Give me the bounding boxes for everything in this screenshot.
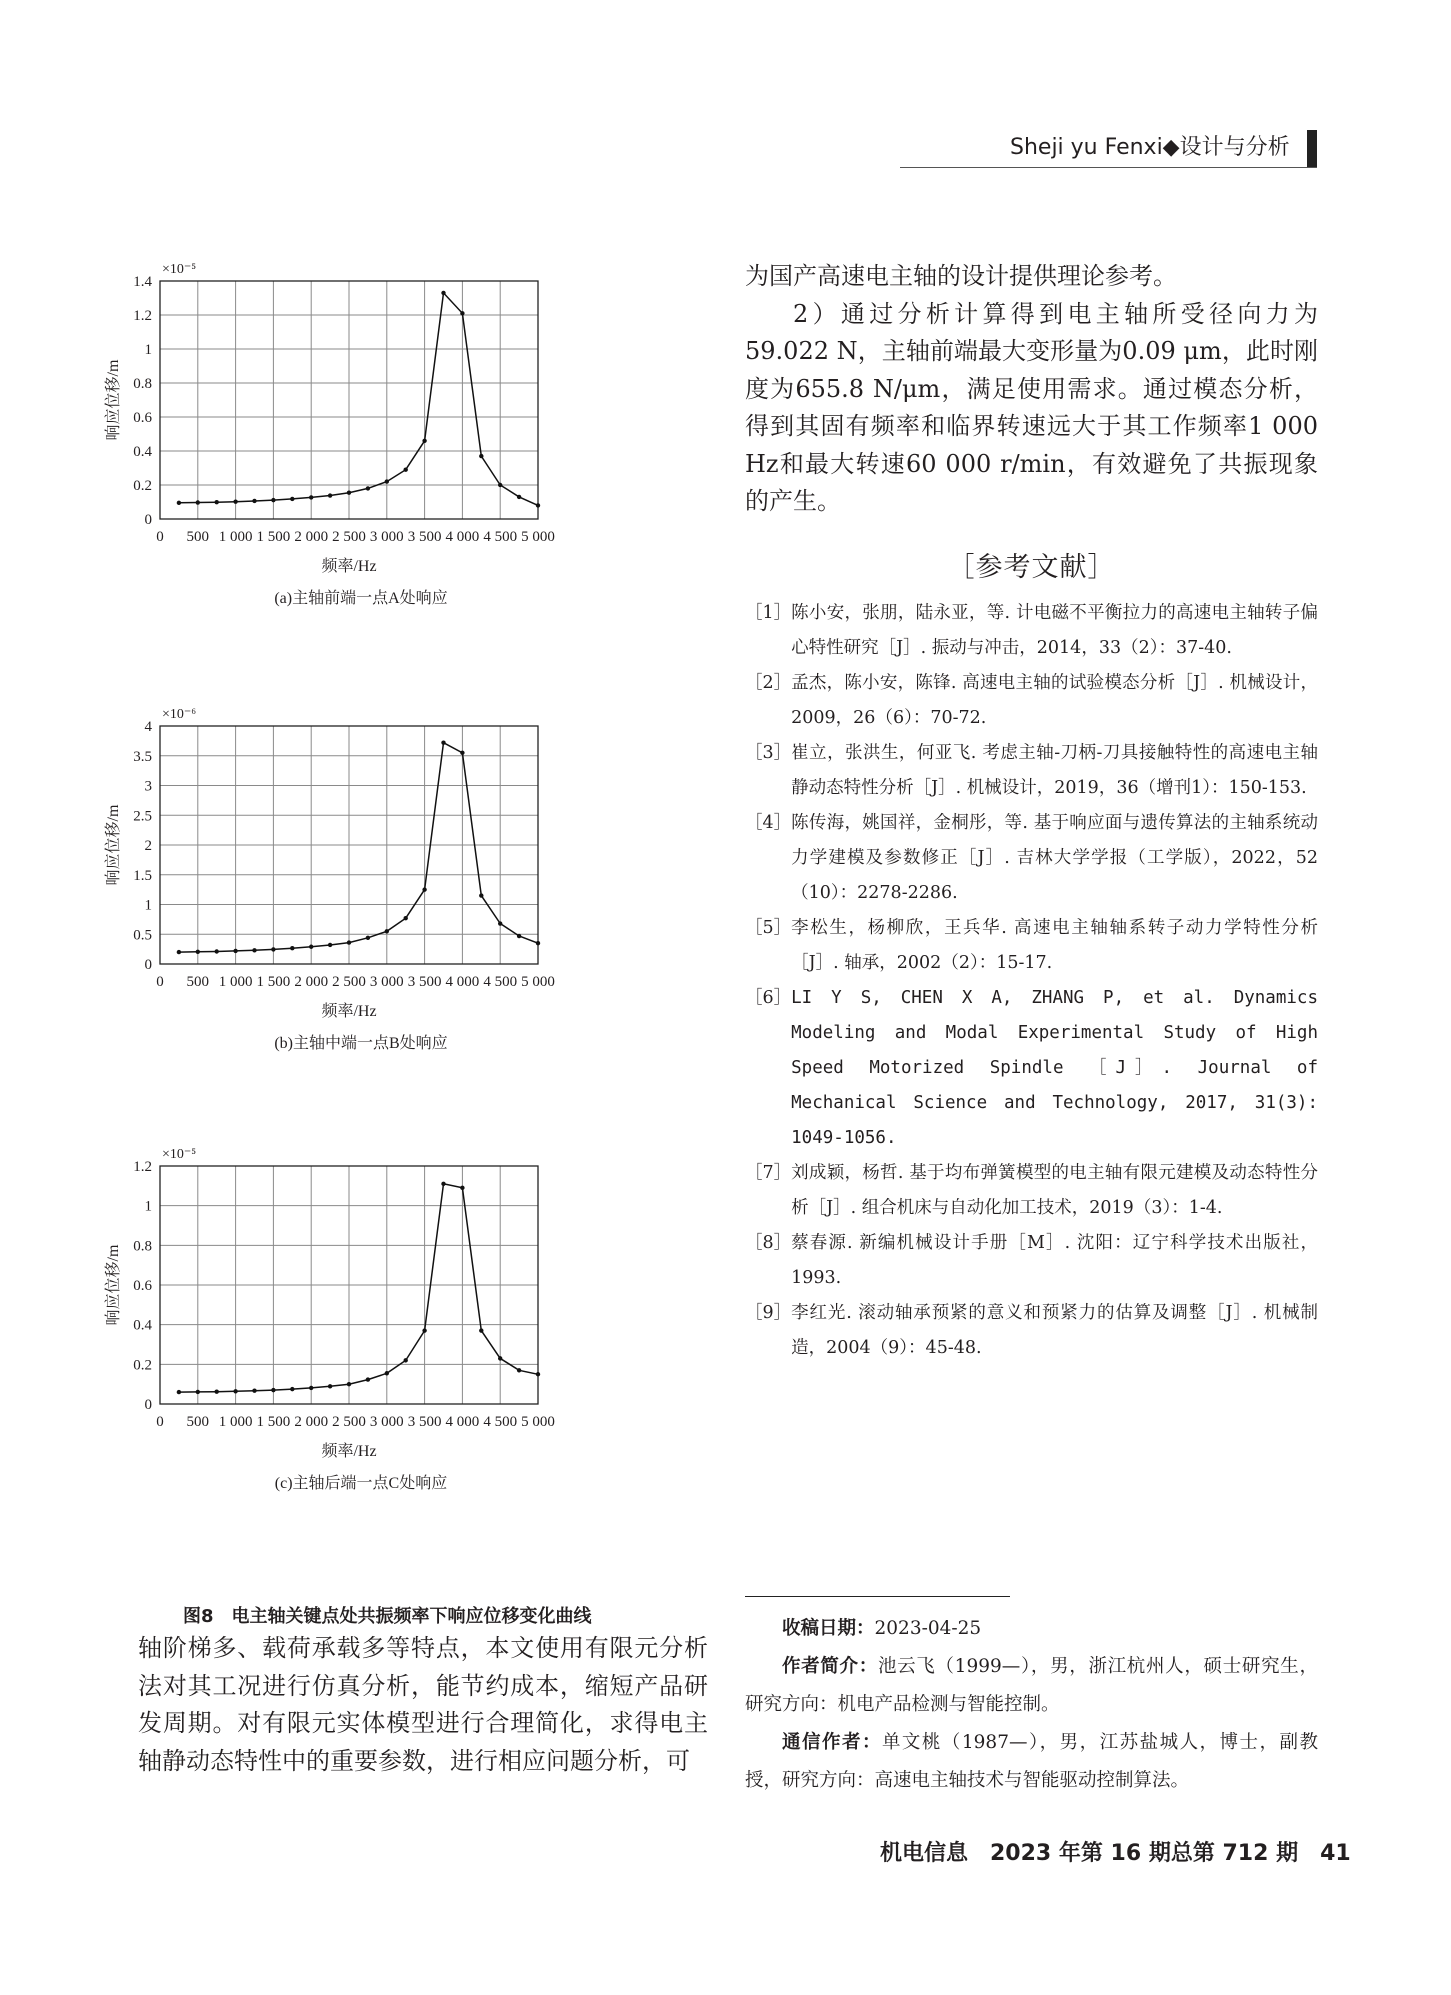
y-tick-label: 2.5 [133,808,152,825]
corresponding-value: 单文桃（1987—），男，江苏盐城人，博士，副教授，研究方向：高速电主轴技术与智能驱动控制算法。 [745,1732,1318,1791]
reference-text: 陈传海，姚国祥，金桐彤，等. 基于响应面与遗传算法的主轴系统动力学建模及参数修正［J］. 吉林大学学报（工学版），2022，52（10）：2278-2286. [791,812,1318,903]
y-tick-label: 2 [144,838,152,854]
y-tick-label: 0.6 [133,410,152,426]
reference-text: 刘成颖，杨哲. 基于均布弹簧模型的电主轴有限元建模及动态特性分析［J］. 组合机床与自动化加工技术，2019（3）：1-4. [791,1162,1318,1218]
y-tick-label: 0.8 [133,1238,152,1255]
received-label: 收稿日期： [782,1618,875,1639]
header-marker-bar [1307,130,1317,167]
data-point [441,1182,445,1186]
reference-text: 蔡春源. 新编机械设计手册［M］. 沈阳：辽宁科学技术出版社，1993. [791,1232,1318,1288]
y-tick-label: 0 [144,957,152,973]
conclusion-paragraph-2: 2）通过分析计算得到电主轴所受径向力为59.022 N，主轴前端最大变形量为0.09 μm，此时刚度为655.8 N/μm，满足使用需求。通过模态分析，得到其固有频率和临界转速远大于其工作频率1 000 Hz和最大转速60 000 r/min，有效避免了共振现象的产生。 [745,299,1318,515]
data-point [347,940,351,944]
data-point [404,1358,408,1362]
x-tick-label: 2 000 [294,974,329,990]
series-line [179,1184,538,1392]
reference-number: ［6］ [745,987,792,1008]
y-tick-label: 1.2 [133,1159,152,1175]
right-column [745,258,1318,1366]
x-tick-label: 3 500 [407,1414,442,1430]
y-exponent-label: ×10⁻⁵ [162,1147,197,1162]
x-tick-label: 4 000 [445,529,480,545]
data-point [177,950,181,954]
data-point [536,1372,540,1376]
reference-item [745,1296,1318,1366]
x-tick-label: 500 [186,529,210,545]
x-tick-label: 1 000 [218,1414,253,1430]
data-point [177,1390,181,1394]
data-point [215,1390,219,1394]
reference-text: 李松生，杨柳欣，王兵华. 高速电主轴轴系转子动力学特性分析［J］. 轴承，2002（2）：15-17. [791,917,1318,973]
left-body-text: 轴阶梯多、载荷承载多等特点，本文使用有限元分析法对其工况进行仿真分析，能节约成本，缩短产品研发周期。对有限元实体模型进行合理简化，求得电主轴静动态特性中的重要参数，进行相应问题分析，可 [138,1634,708,1775]
data-point [517,495,521,499]
reference-text: 李红光. 滚动轴承预紧的意义和预紧力的估算及调整［J］. 机械制造，2004（9）：45-48. [791,1302,1318,1358]
reference-item [745,806,1318,911]
y-tick-label: 0.4 [133,444,152,460]
reference-number: ［9］ [745,1302,792,1323]
references-list [745,596,1318,1366]
y-tick-label: 3 [144,778,152,795]
x-tick-label: 4 500 [483,974,518,990]
y-tick-label: 1 [144,897,152,914]
x-tick-label: 0 [156,529,164,545]
data-point [404,468,408,472]
data-point [385,1371,389,1375]
y-tick-label: 1.5 [133,867,152,884]
data-point [215,949,219,953]
y-tick-label: 3.5 [133,748,152,765]
chart-subtitle: (b)主轴中端一点B处响应 [274,1035,448,1052]
data-point [271,947,275,951]
x-tick-label: 2 500 [332,529,366,545]
data-point [233,949,237,953]
data-point [309,945,313,949]
series-line [179,743,538,952]
data-point [460,751,464,755]
data-point [252,499,256,503]
data-point [498,1356,502,1360]
data-point [196,1390,200,1394]
y-tick-label: 0.2 [133,478,152,494]
data-point [385,479,389,483]
data-point [328,1384,332,1388]
x-tick-label: 4 000 [445,974,480,990]
x-tick-label: 5 000 [521,974,555,990]
data-point [215,500,219,504]
data-point [536,941,540,945]
y-tick-label: 0.8 [133,376,152,392]
x-tick-label: 1 500 [256,529,291,545]
data-point [252,1389,256,1393]
y-tick-label: 0.6 [133,1278,152,1294]
data-point [517,1368,521,1372]
data-point [233,499,237,503]
x-tick-label: 2 000 [294,1414,329,1430]
data-point [309,495,313,499]
reference-item [745,666,1318,736]
data-point [290,497,294,501]
data-point [366,486,370,490]
data-point [385,929,389,933]
data-point [441,291,445,295]
data-point [479,454,483,458]
corresponding-label: 通信作者： [782,1732,882,1753]
data-point [271,498,275,502]
x-tick-label: 4 500 [483,529,518,545]
chart-subtitle: (c)主轴后端一点C处响应 [274,1475,448,1492]
data-point [517,934,521,938]
y-exponent-label: ×10⁻⁶ [162,707,197,722]
y-tick-label: 1.4 [133,274,152,290]
reference-number: ［2］ [745,672,792,693]
x-tick-label: 3 500 [407,974,442,990]
data-point [498,921,502,925]
data-point [498,483,502,487]
data-point [536,503,540,507]
chart-b [105,700,730,1115]
x-tick-label: 3 500 [407,529,442,545]
x-tick-label: 3 000 [369,974,404,990]
received-date [745,1610,1318,1648]
data-point [479,1328,483,1332]
page-footer: 机电信息 2023 年第 16 期总第 712 期 41 [880,1841,1351,1866]
reference-text: 崔立，张洪生，何亚飞. 考虑主轴-刀柄-刀具接触特性的高速电主轴静动态特性分析［J］. 机械设计，2019，36（增刊1）：150-153. [791,742,1318,798]
figure-caption: 图8 电主轴关键点处共振频率下响应位移变化曲线 [183,1606,592,1627]
data-point [290,946,294,950]
article-notes [745,1610,1318,1800]
y-tick-label: 1.2 [133,308,152,324]
x-tick-label: 5 000 [521,529,555,545]
x-tick-label: 1 500 [256,1414,291,1430]
data-point [422,439,426,443]
y-axis-label: 响应位移/m [105,1244,122,1326]
reference-number: ［3］ [745,742,792,763]
x-tick-label: 1 000 [218,974,253,990]
data-point [328,943,332,947]
x-axis-label: 频率/Hz [321,558,377,575]
data-point [460,311,464,315]
references-title: ［参考文献］ [947,551,1116,583]
x-tick-label: 3 000 [369,529,404,545]
data-point [196,500,200,504]
x-tick-label: 2 500 [332,1414,366,1430]
reference-text: 陈小安，张朋，陆永亚，等. 计电磁不平衡拉力的高速电主轴转子偏心特性研究［J］. 振动与冲击，2014，33（2）：37-40. [791,602,1318,658]
data-point [460,1186,464,1190]
chart-group [104,707,555,1052]
y-tick-label: 4 [144,719,152,735]
received-value: 2023-04-25 [874,1618,982,1639]
series-line [179,293,538,506]
reference-number: ［8］ [745,1232,792,1253]
data-point [290,1387,294,1391]
x-tick-label: 5 000 [521,1414,555,1430]
reference-item [745,596,1318,666]
y-tick-label: 1 [144,1198,152,1215]
footnote-rule [745,1596,1010,1597]
y-tick-label: 0.5 [133,927,152,944]
conclusion-paragraph-1: 为国产高速电主轴的设计提供理论参考。 [745,262,1177,290]
x-tick-label: 4 500 [483,1414,518,1430]
reference-number: ［1］ [745,602,792,623]
data-point [422,887,426,891]
running-header: Sheji yu Fenxi◆设计与分析 [1010,135,1290,160]
reference-text: 孟杰，陈小安，陈锋. 高速电主轴的试验模态分析［J］. 机械设计，2009，26（6）：70-72. [791,672,1318,728]
data-point [441,740,445,744]
data-point [479,893,483,897]
x-axis-label: 频率/Hz [321,1443,377,1460]
x-tick-label: 3 000 [369,1414,404,1430]
data-point [309,1386,313,1390]
chart-a [105,255,730,670]
data-point [177,501,181,505]
x-tick-label: 4 000 [445,1414,480,1430]
reference-number: ［7］ [745,1162,792,1183]
reference-item [745,911,1318,981]
reference-item [745,1156,1318,1226]
data-point [196,950,200,954]
data-point [328,493,332,497]
data-point [233,1389,237,1393]
data-point [252,948,256,952]
reference-item [745,1226,1318,1296]
y-axis-label: 响应位移/m [105,804,122,886]
x-tick-label: 500 [186,1414,210,1430]
x-tick-label: 1 500 [256,974,291,990]
x-tick-label: 1 000 [218,529,253,545]
x-axis-label: 频率/Hz [321,1003,377,1020]
chart-subtitle: (a)主轴前端一点A处响应 [274,590,448,607]
y-exponent-label: ×10⁻⁵ [162,262,197,277]
chart-c [105,1140,730,1560]
x-tick-label: 2 500 [332,974,366,990]
y-tick-label: 0.2 [133,1357,152,1374]
data-point [366,936,370,940]
x-tick-label: 2 000 [294,529,329,545]
author-info [745,1648,1318,1724]
y-tick-label: 1 [144,342,152,358]
data-point [347,1382,351,1386]
header-rule [900,167,1317,168]
reference-number: ［5］ [745,917,792,938]
x-tick-label: 500 [186,974,210,990]
corresponding-author [745,1724,1318,1800]
data-point [366,1377,370,1381]
y-axis-label: 响应位移/m [105,359,122,441]
y-tick-label: 0.4 [133,1317,152,1334]
reference-number: ［4］ [745,812,792,833]
reference-item [745,981,1318,1156]
data-point [422,1328,426,1332]
y-tick-label: 0 [144,1397,152,1413]
y-tick-label: 0 [144,512,152,528]
chart-group [104,1147,555,1492]
chart-group [104,262,555,607]
author-label: 作者简介： [782,1656,878,1677]
data-point [404,916,408,920]
x-tick-label: 0 [156,974,164,990]
author-value: 池云飞（1999—），男，浙江杭州人，硕士研究生，研究方向：机电产品检测与智能控制。 [745,1656,1318,1715]
reference-item [745,736,1318,806]
data-point [347,490,351,494]
x-tick-label: 0 [156,1414,164,1430]
data-point [271,1388,275,1392]
reference-text: LI Y S, CHEN X A, ZHANG P, et al. Dynamics Modeling and Modal Experimental Study of High Speed Motorized Spindle ［J］. Journal of Mechanical Science and Technology, 2017, 31(3): 1049-1056. [791,987,1318,1148]
